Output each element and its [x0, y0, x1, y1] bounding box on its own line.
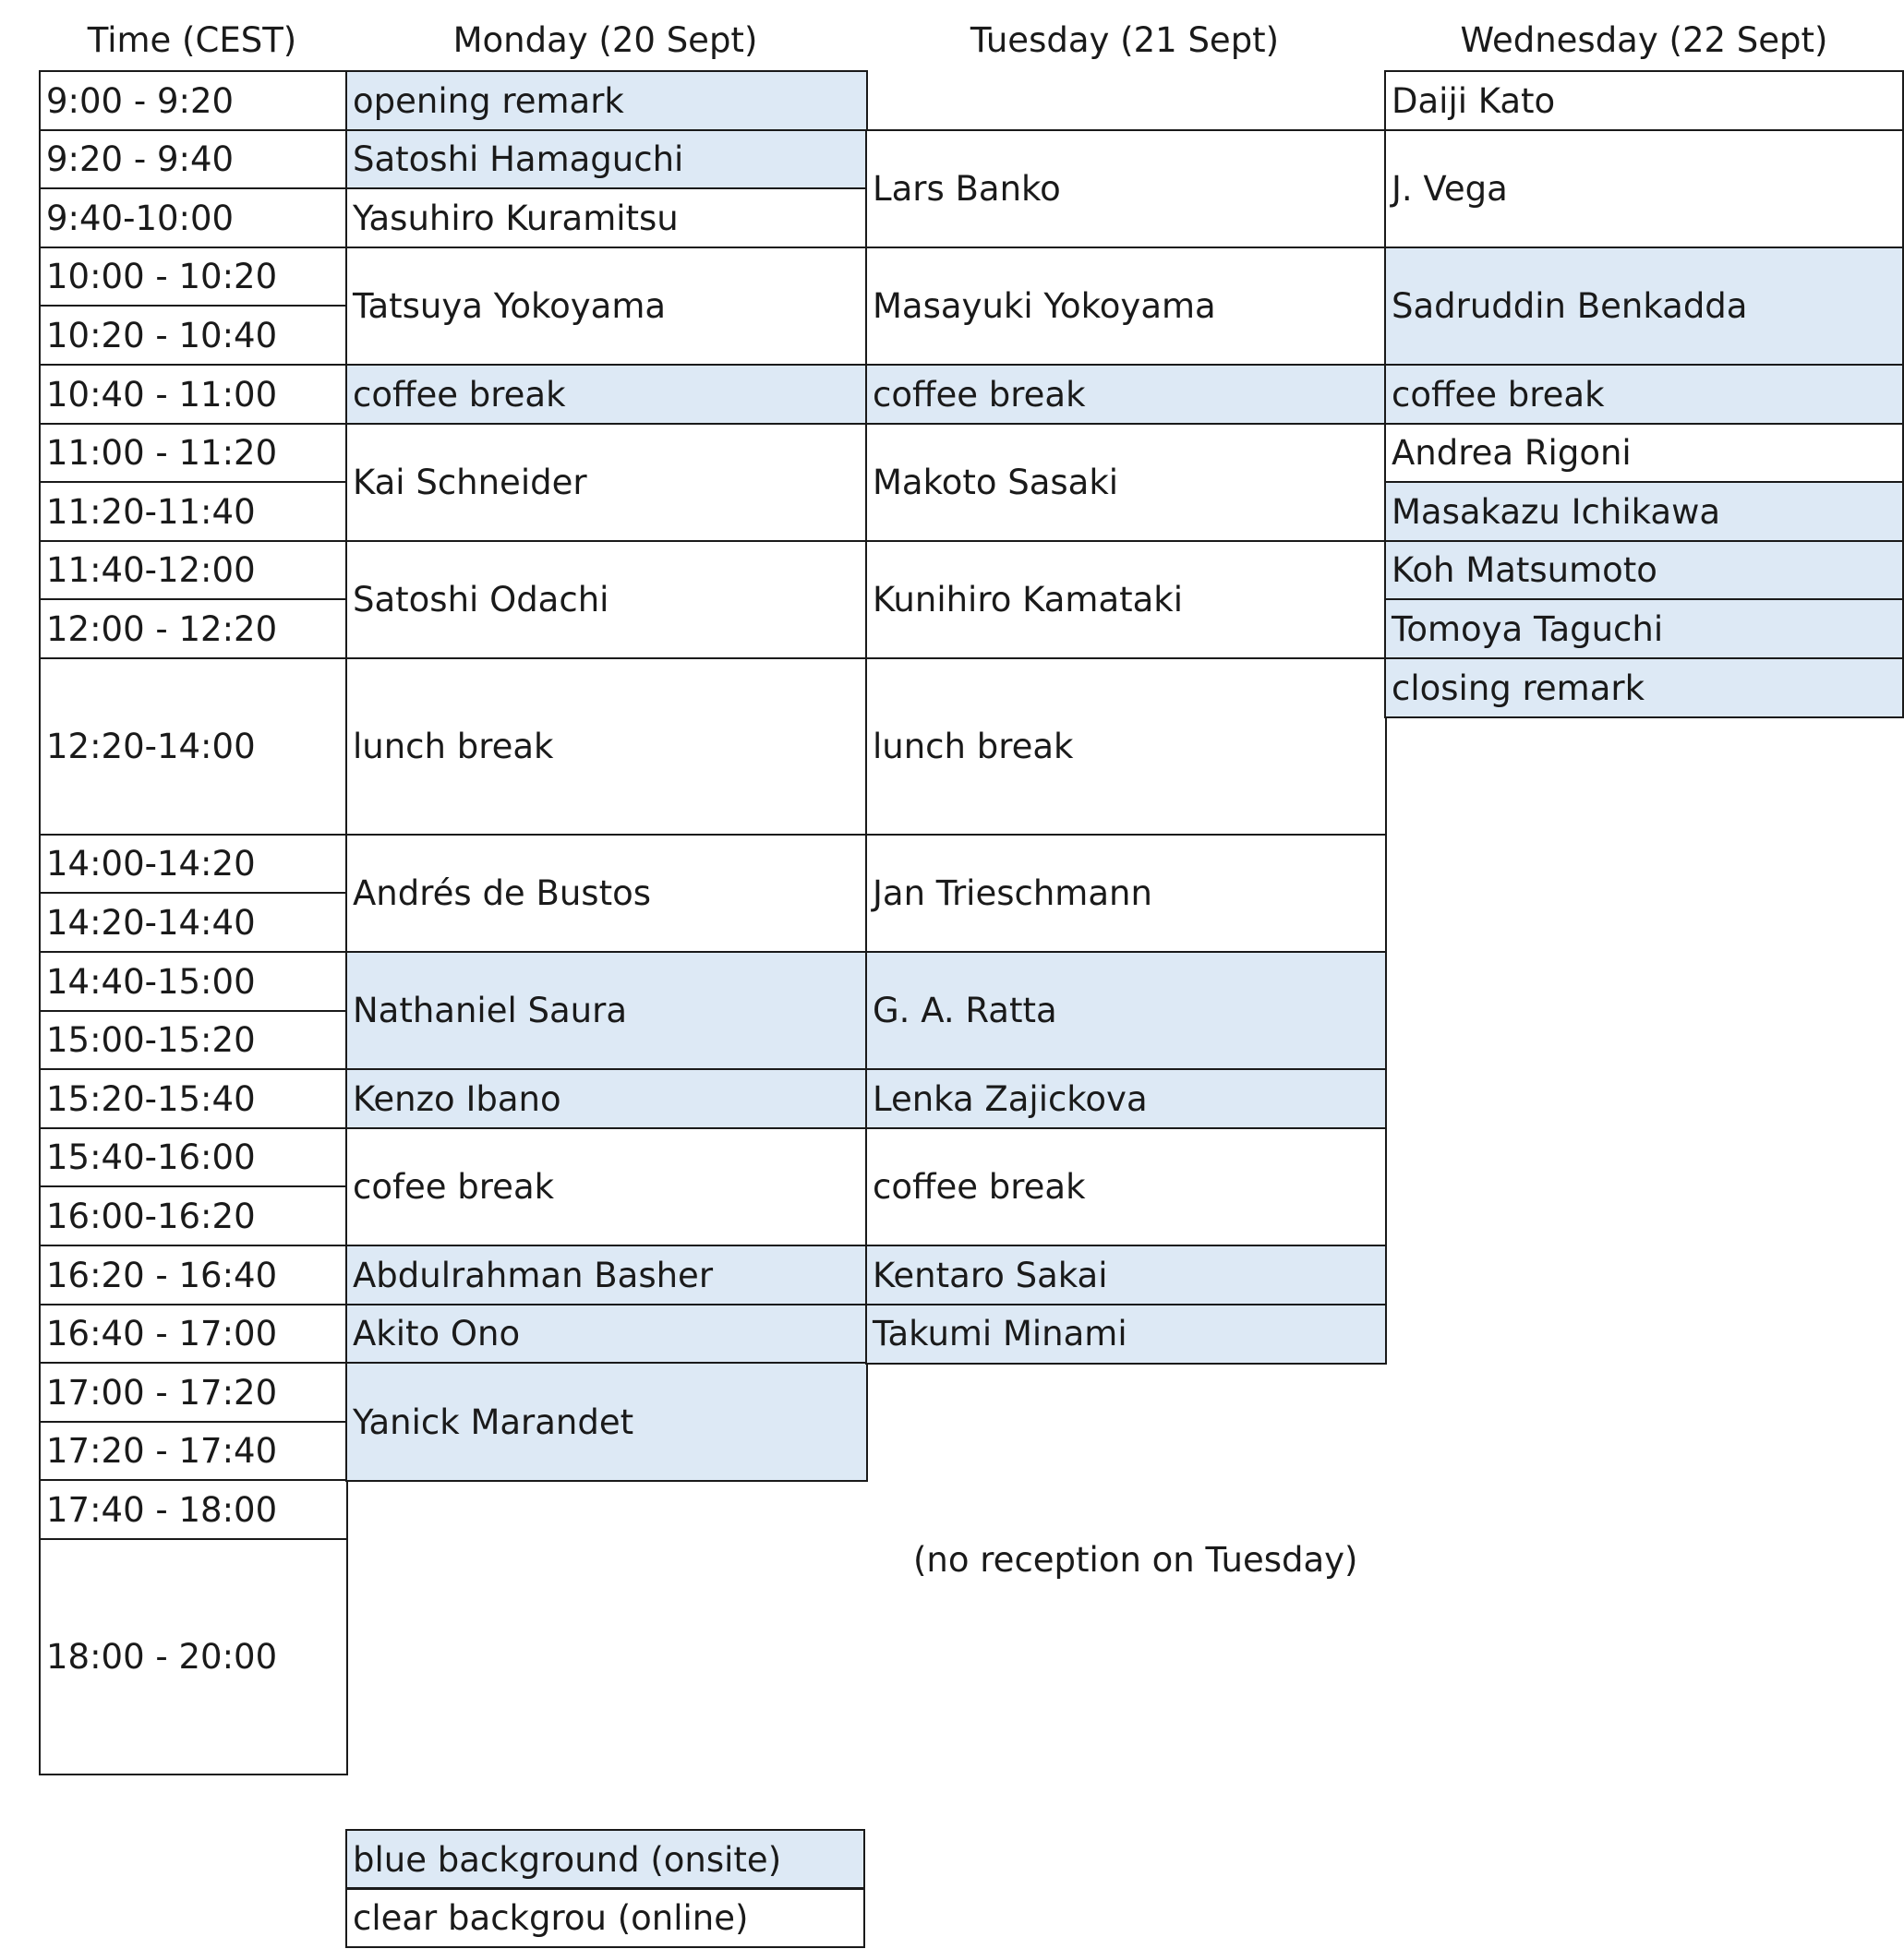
tuesday-session: Takumi Minami — [865, 1304, 1387, 1365]
wednesday-session: closing remark — [1384, 657, 1904, 718]
time-slot: 16:20 - 16:40 — [39, 1245, 348, 1305]
time-slot: 11:00 - 11:20 — [39, 423, 348, 484]
time-slot: 15:40-16:00 — [39, 1127, 348, 1188]
monday-session: lunch break — [345, 657, 868, 836]
monday-session: opening remark — [345, 70, 868, 131]
header-monday: Monday (20 Sept) — [452, 20, 758, 60]
monday-session: Kenzo Ibano — [345, 1068, 868, 1129]
wednesday-session: Koh Matsumoto — [1384, 540, 1904, 601]
monday-session: cofee break — [345, 1127, 868, 1247]
legend-onsite: blue background (onsite) — [345, 1829, 865, 1890]
wednesday-session: Masakazu Ichikawa — [1384, 481, 1904, 542]
time-slot: 12:20-14:00 — [39, 657, 348, 836]
monday-session: Kai Schneider — [345, 423, 868, 543]
time-slot: 17:00 - 17:20 — [39, 1362, 348, 1423]
monday-session: Satoshi Odachi — [345, 540, 868, 660]
tuesday-session: Makoto Sasaki — [865, 423, 1387, 543]
monday-session: Nathaniel Saura — [345, 951, 868, 1071]
tuesday-session: Lars Banko — [865, 129, 1387, 249]
time-slot: 10:20 - 10:40 — [39, 305, 348, 366]
monday-session: Andrés de Bustos — [345, 834, 868, 954]
time-slot: 16:00-16:20 — [39, 1185, 348, 1246]
tuesday-session: Kentaro Sakai — [865, 1245, 1387, 1305]
time-slot: 17:20 - 17:40 — [39, 1421, 348, 1482]
tuesday-session: Kunihiro Kamataki — [865, 540, 1387, 660]
time-slot: 9:20 - 9:40 — [39, 129, 348, 190]
monday-session: Abdulrahman Basher — [345, 1245, 868, 1305]
time-slot: 10:00 - 10:20 — [39, 247, 348, 307]
wednesday-session: J. Vega — [1384, 129, 1904, 249]
monday-session: Satoshi Hamaguchi — [345, 129, 868, 190]
tuesday-note: (no reception on Tuesday) — [913, 1540, 1358, 1580]
wednesday-session: Sadruddin Benkadda — [1384, 247, 1904, 367]
time-slot: 16:40 - 17:00 — [39, 1304, 348, 1365]
time-slot: 14:40-15:00 — [39, 951, 348, 1012]
tuesday-session: coffee break — [865, 364, 1387, 425]
monday-session: Tatsuya Yokoyama — [345, 247, 868, 367]
header-time: Time (CEST) — [87, 20, 297, 60]
monday-session: Yanick Marandet — [345, 1362, 868, 1482]
monday-session: coffee break — [345, 364, 868, 425]
time-slot: 14:00-14:20 — [39, 834, 348, 895]
time-slot: 15:20-15:40 — [39, 1068, 348, 1129]
monday-session: Akito Ono — [345, 1304, 868, 1365]
header-tuesday: Tuesday (21 Sept) — [970, 20, 1280, 60]
wednesday-session: coffee break — [1384, 364, 1904, 425]
monday-session: Yasuhiro Kuramitsu — [345, 187, 868, 248]
time-slot: 10:40 - 11:00 — [39, 364, 348, 425]
time-slot: 14:20-14:40 — [39, 892, 348, 953]
time-slot: 18:00 - 20:00 — [39, 1538, 348, 1775]
time-slot: 15:00-15:20 — [39, 1010, 348, 1071]
time-slot: 11:20-11:40 — [39, 481, 348, 542]
time-slot: 9:00 - 9:20 — [39, 70, 348, 131]
time-slot: 11:40-12:00 — [39, 540, 348, 601]
legend-online: clear backgrou (online) — [345, 1887, 865, 1948]
time-slot: 12:00 - 12:20 — [39, 598, 348, 659]
tuesday-session: Jan Trieschmann — [865, 834, 1387, 954]
tuesday-session: G. A. Ratta — [865, 951, 1387, 1071]
tuesday-session: Lenka Zajickova — [865, 1068, 1387, 1129]
wednesday-session: Andrea Rigoni — [1384, 423, 1904, 484]
header-wednesday: Wednesday (22 Sept) — [1460, 20, 1828, 60]
time-slot: 17:40 - 18:00 — [39, 1479, 348, 1540]
wednesday-session: Daiji Kato — [1384, 70, 1904, 131]
tuesday-session: coffee break — [865, 1127, 1387, 1247]
tuesday-session: lunch break — [865, 657, 1387, 836]
time-slot: 9:40-10:00 — [39, 187, 348, 248]
wednesday-session: Tomoya Taguchi — [1384, 598, 1904, 659]
tuesday-session: Masayuki Yokoyama — [865, 247, 1387, 367]
